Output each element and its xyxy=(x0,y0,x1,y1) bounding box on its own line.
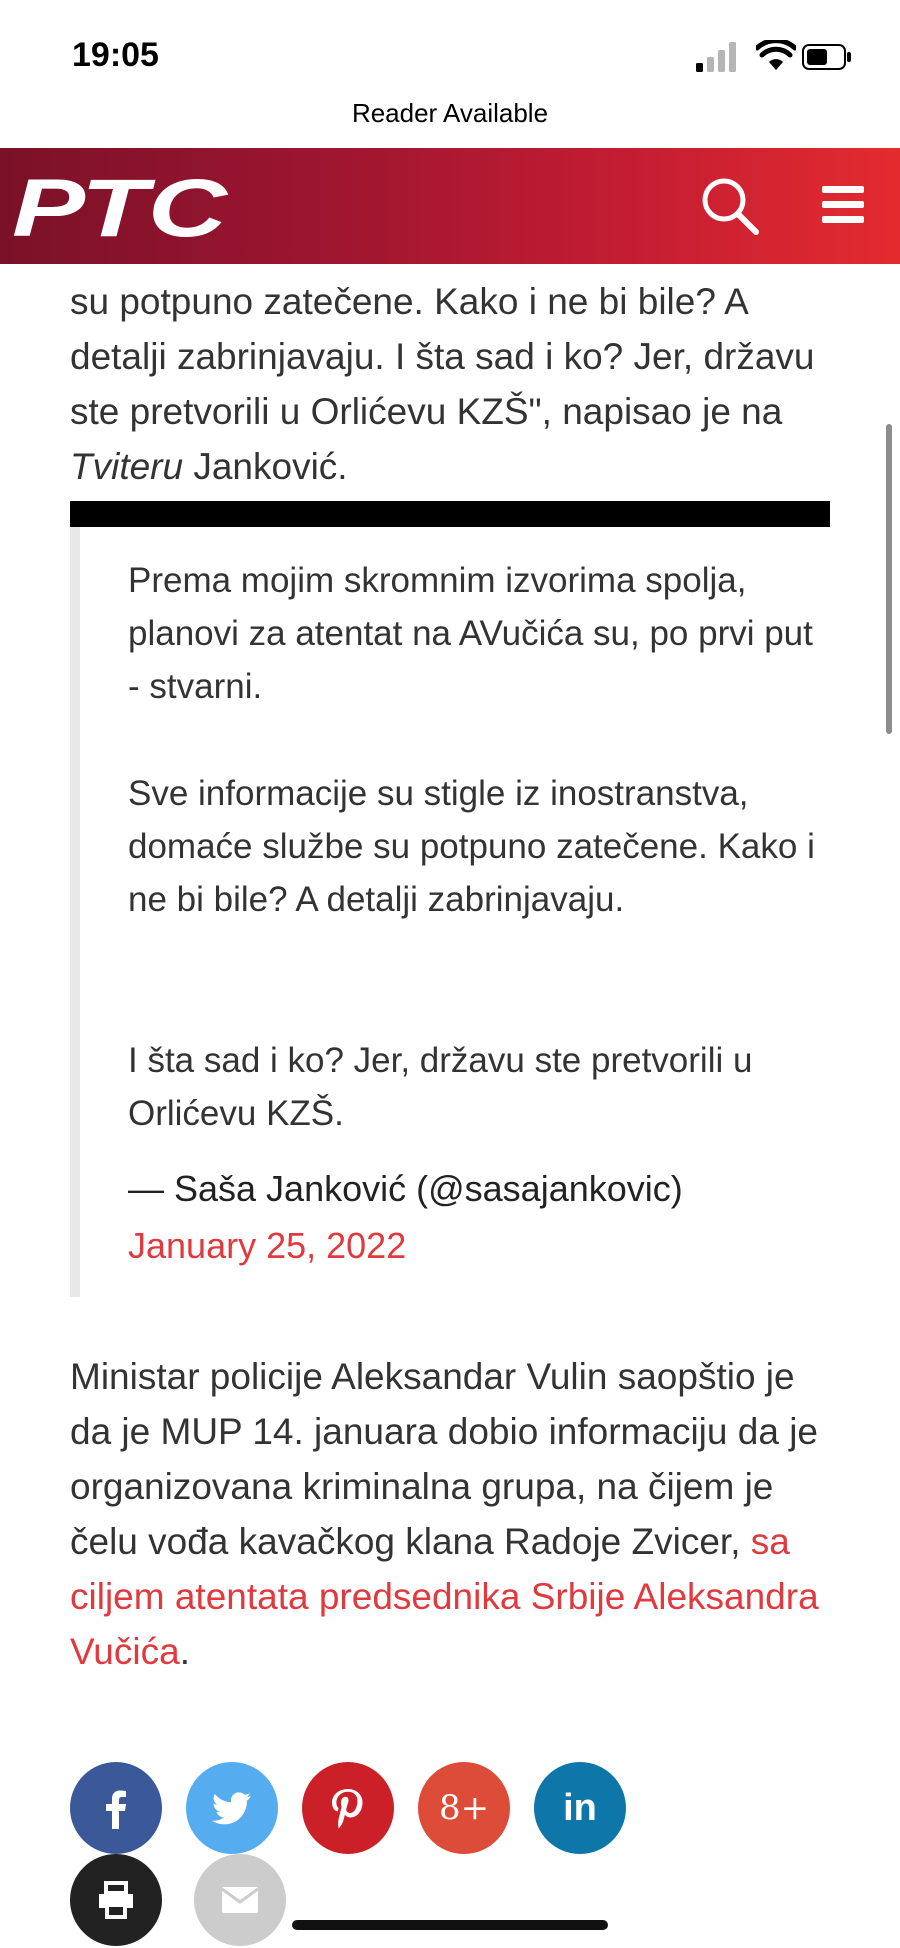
email-share-button[interactable] xyxy=(194,1854,286,1946)
paragraph-text: su potpuno zatečene. Kako i ne bi bile? A detalji zabrinjavaju. I šta sad i ko? Jer, državu ste pretvorili u Orlićevu KZŠ", napisao je na xyxy=(70,281,815,432)
linkedin-share-button[interactable] xyxy=(534,1762,626,1854)
embed-left-border xyxy=(70,527,80,1297)
hamburger-menu-icon[interactable] xyxy=(812,174,874,236)
tweet-paragraph-3: I šta sad i ko? Jer, državu ste pretvorili u Orlićevu KZŠ. xyxy=(128,1041,753,1133)
article-paragraph xyxy=(70,1349,840,1679)
twitter-icon xyxy=(209,1785,255,1831)
email-icon xyxy=(217,1877,263,1923)
battery-icon xyxy=(802,44,852,70)
facebook-share-button[interactable] xyxy=(70,1762,162,1854)
paragraph-text: Ministar policije Aleksandar Vulin saopštio je da je MUP 14. januara dobio informaciju da je organizovana kriminalna grupa, na čijem je čelu vođa kavačkog klana Radoje Zvicer, xyxy=(70,1356,818,1562)
paragraph-text-end: . xyxy=(179,1631,190,1672)
facebook-icon xyxy=(93,1785,139,1831)
cellular-signal-icon xyxy=(696,42,738,72)
linkedin-icon: in xyxy=(563,1786,597,1829)
print-button[interactable] xyxy=(70,1854,162,1946)
tweet-paragraph-1: Prema mojim skromnim izvorima spolja, planovi za atentat na AVučića su, po prvi put - stvarni. xyxy=(128,561,813,706)
status-time: 19:05 xyxy=(72,36,159,74)
status-bar xyxy=(0,0,900,128)
pinterest-icon xyxy=(325,1785,371,1831)
scrollbar[interactable] xyxy=(886,424,892,734)
google-plus-share-button[interactable] xyxy=(418,1762,510,1854)
wifi-icon xyxy=(756,40,796,72)
reader-available-label[interactable]: Reader Available xyxy=(351,98,549,128)
article-inline-link[interactable]: sa ciljem atentata predsednika Srbije Aleksandra Vučića xyxy=(70,1521,819,1672)
search-icon[interactable] xyxy=(696,172,762,238)
embed-top-bar xyxy=(70,501,830,527)
article-paragraph xyxy=(70,274,840,494)
tweet-date-link[interactable]: January 25, 2022 xyxy=(128,1225,407,1266)
pinterest-share-button[interactable] xyxy=(302,1762,394,1854)
home-indicator[interactable] xyxy=(292,1920,608,1930)
print-icon xyxy=(93,1877,139,1923)
italic-text: Tviteru xyxy=(70,446,184,487)
site-header xyxy=(0,148,900,264)
tweet-paragraph-2: Sve informacije su stigle iz inostranstva, domaće službe su potpuno zatečene. Kako i ne bi bile? A detalji zabrinjavaju. xyxy=(128,774,815,919)
paragraph-text-end: Janković. xyxy=(183,446,348,487)
google-plus-icon: 8+ xyxy=(438,1788,490,1828)
logo-text: РТС xyxy=(12,170,230,246)
share-buttons xyxy=(70,1762,850,1942)
rts-logo[interactable] xyxy=(12,170,232,246)
tweet-author: — Saša Janković (@sasajankovic) xyxy=(128,1168,683,1209)
twitter-share-button[interactable] xyxy=(186,1762,278,1854)
